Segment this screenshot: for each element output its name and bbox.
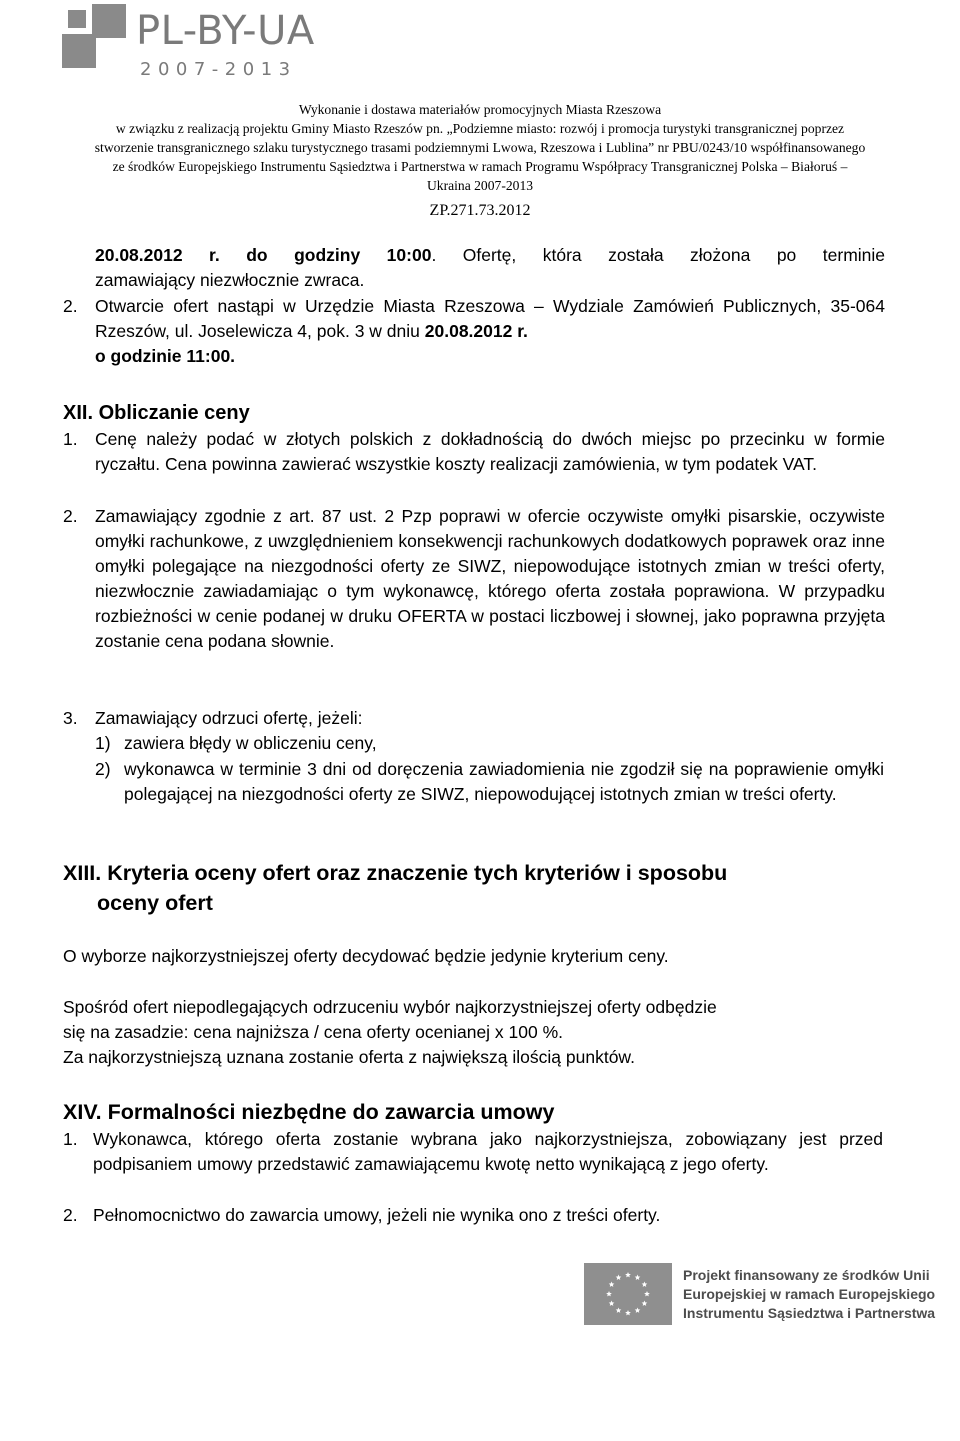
section-xii-item-3-1: zawiera błędy w obliczeniu ceny, <box>124 733 377 753</box>
eu-funding-line: Projekt finansowany ze środków Unii <box>683 1267 930 1283</box>
deadline-paragraph <box>95 243 885 268</box>
opening-paragraph <box>95 294 885 369</box>
eu-funding-line: Europejskiej w ramach Europejskiego <box>683 1286 936 1302</box>
list-number: 2. <box>63 1205 78 1225</box>
list-number: 2. <box>63 296 78 316</box>
list-number: 2. <box>63 506 78 526</box>
eu-funding-line: Instrumentu Sąsiedztwa i Partnerstwa <box>683 1305 936 1321</box>
section-xii-item-3: Zamawiający odrzuci ofertę, jeżeli: <box>95 708 363 728</box>
opening-date: 20.08.2012 r. <box>424 321 528 341</box>
deadline-text: . Ofertę, która została złożona po terminie <box>431 245 886 265</box>
opening-text: Otwarcie ofert nastąpi w Urzędzie Miasta Rzeszowa – Wydziale Zamówień Publicznych, 35-064 Rzeszów, ul. Joselewicza 4, pok. 3 w dniu <box>95 296 885 341</box>
list-number: 1. <box>63 1129 78 1149</box>
logo-years: 2007-2013 <box>140 59 297 80</box>
section-xii-title: XII. Obliczanie ceny <box>63 402 250 424</box>
deadline-paragraph-line2: zamawiający niezwłocznie zwraca. <box>95 270 365 290</box>
section-xiii-paragraph-2: Spośród ofert niepodlegających odrzuceniu wybór najkorzystniejszej oferty odbędzie <box>63 997 717 1017</box>
header-line: Wykonanie i dostawa materiałów promocyjnych Miasta Rzeszowa <box>298 102 662 117</box>
opening-time: o godzinie 11:00. <box>95 346 236 366</box>
list-number: 3. <box>63 708 78 728</box>
section-xiv-item-2: Pełnomocnictwo do zawarcia umowy, jeżeli nie wynika ono z treści oferty. <box>93 1205 661 1225</box>
section-xii-item-3-2: wykonawca w terminie 3 dni od doręczenia zawiadomienia nie zgodził się na poprawienie omyłki polegającej na niezgodności oferty ze SIWZ, niepowodującej istotnych zmian w treści oferty. <box>124 759 884 804</box>
eu-funding-note <box>683 1266 935 1323</box>
section-xii-item-2: Zamawiający zgodnie z art. 87 ust. 2 Pzp poprawi w ofercie oczywiste omyłki pisarskie, oczywiste omyłki rachunkowe, z uwzględnieniem konsekwencji rachunkowych dodatkowych poprawek oraz inne omyłki polegające na niezgodności oferty ze SIWZ, niepowodujące istotnych zmian w treści oferty, niezwłocznie zawiadamiając o tym wykonawcę, którego oferta została poprawiona. W przypadku rozbieżności w cenie podanej w druku OFERTA w postaci liczbowej i słownej, jako poprawna przyjęta zostanie cena podana słownie. <box>95 506 885 651</box>
logo-title: PL-BY-UA <box>136 8 315 54</box>
list-number: 1. <box>63 429 78 449</box>
section-xiii-paragraph-3: Za najkorzystniejszą uznana zostanie oferta z największą ilością punktów. <box>63 1047 635 1067</box>
project-header <box>40 100 920 195</box>
deadline-date: 20.08.2012 r. do godziny 10:00 <box>95 245 432 265</box>
header-line: w związku z realizacją projektu Gminy Miasto Rzeszów pn. „Podziemne miasto: rozwój i promocja turystyki transgranicznej poprzez <box>115 121 845 136</box>
section-xiv-title: XIV. Formalności niezbędne do zawarcia umowy <box>63 1100 555 1124</box>
sublist-number: 2) <box>95 759 111 779</box>
section-xiii-paragraph-1: O wyborze najkorzystniejszej oferty decydować będzie jedynie kryterium ceny. <box>63 946 669 966</box>
reference-number: ZP.271.73.2012 <box>429 202 531 219</box>
eu-flag-icon <box>584 1263 672 1325</box>
section-xiv-item-1: Wykonawca, którego oferta zostanie wybrana jako najkorzystniejsza, zobowiązany jest przed podpisaniem umowy przedstawić zamawiającemu kwotę netto wynikającą z jego oferty. <box>93 1129 883 1174</box>
header-line: stworzenie transgranicznego szlaku turystycznego trasami podziemnymi Lwowa, Rzeszowa i Lublina” nr PBU/0243/10 współfinansowanego <box>94 140 866 155</box>
section-xiii-title: XIII. Kryteria oceny ofert oraz znaczenie tych kryteriów i sposobu <box>63 861 728 885</box>
header-line: ze środków Europejskiego Instrumentu Sąsiedztwa i Partnerstwa w ramach Programu Współpracy Transgranicznej Polska – Białoruś – <box>112 159 848 174</box>
section-xiii-title-line2: oceny ofert <box>97 891 213 915</box>
section-xiii-paragraph-2-line2: się na zasadzie: cena najniższa / cena oferty ocenianej x 100 %. <box>63 1022 564 1042</box>
header-line: Ukraina 2007-2013 <box>426 178 534 193</box>
pl-by-ua-logo <box>62 4 322 84</box>
section-xii-item-1: Cenę należy podać w złotych polskich z dokładnością do dwóch miejsc po przecinku w formie ryczałtu. Cena powinna zawierać wszystkie koszty realizacji zamówienia, w tym podatek VAT. <box>95 429 885 474</box>
program-logo-icon <box>62 4 126 68</box>
sublist-number: 1) <box>95 733 111 753</box>
